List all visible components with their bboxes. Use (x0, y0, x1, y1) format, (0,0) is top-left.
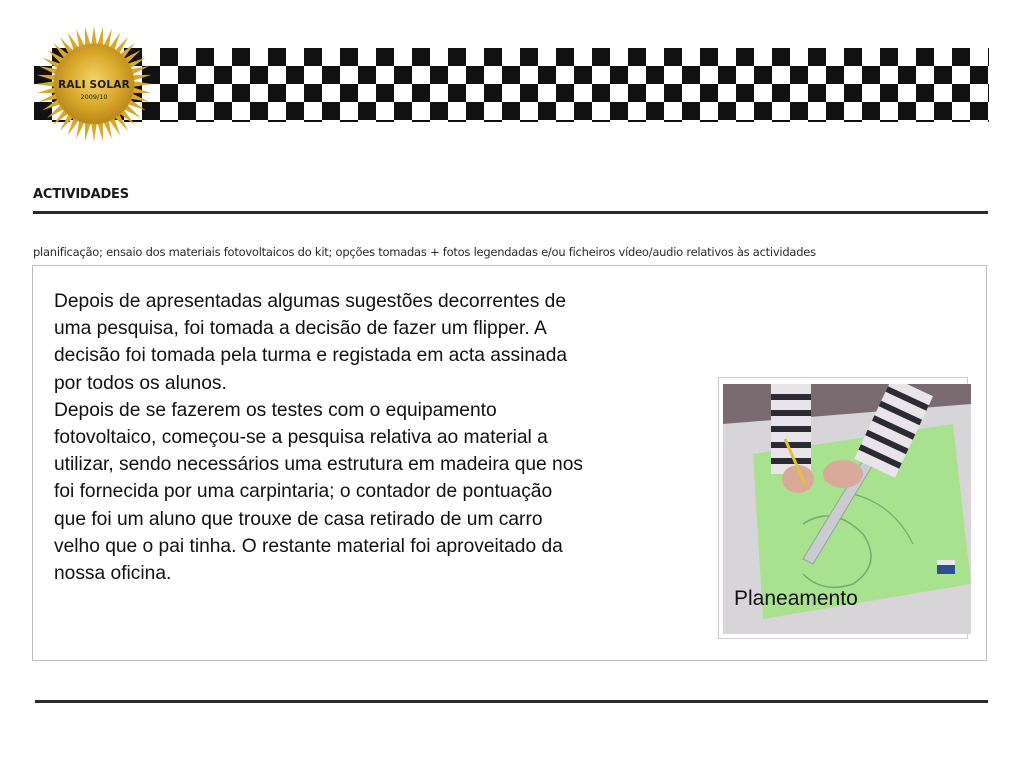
body-text (54, 288, 584, 587)
photo-caption: Planeamento (734, 587, 858, 610)
section-title: ACTIVIDADES (33, 187, 129, 202)
rali-solar-logo (34, 24, 154, 144)
paragraph: Depois de se fazerem os testes com o equipamento fotovoltaico, começou-se a pesquisa relativa ao material a utilizar, sendo necessários uma estrutura em madeira que nos foi fornecida por uma carpintaria; o contador de pontuação que foi um aluno que trouxe de casa retirado de um carro velho que o pai tinha. O restante material foi aproveitado da nossa oficina. (54, 399, 583, 585)
checkered-banner (34, 48, 989, 122)
logo-year: 2009/10 (80, 93, 108, 101)
section-subtitle: planificação; ensaio dos materiais fotovoltaicos do kit; opções tomadas + fotos legendadas e/ou ficheiros vídeo/audio relativos às actividades (33, 245, 816, 259)
logo-title: RALI SOLAR (58, 79, 130, 91)
paragraph: Depois de apresentadas algumas sugestões decorrentes de uma pesquisa, foi tomada a decisão de fazer um flipper. A decisão foi tomada pela turma e registada em acta assinada por todos os alunos. (54, 291, 568, 394)
top-divider (33, 211, 988, 214)
bottom-divider (35, 700, 988, 703)
